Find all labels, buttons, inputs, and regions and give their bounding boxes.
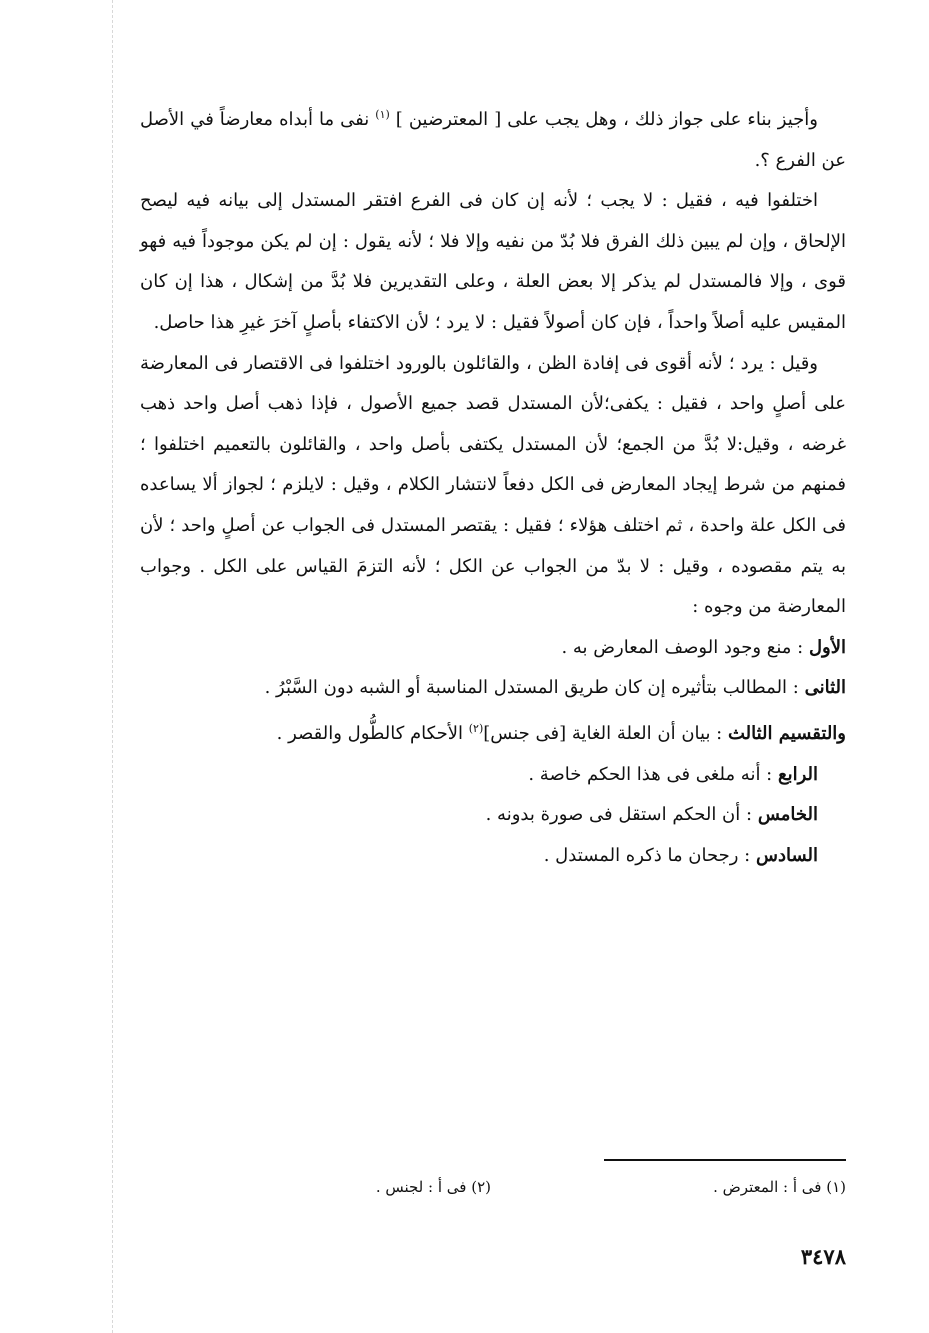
- reply-item-3-head: والتقسيم الثالث: [727, 722, 846, 744]
- footnote-2: (٢) فى أ : لجنس .: [375, 1178, 491, 1196]
- reply-item-3: [140, 709, 846, 755]
- paragraph-1-text: وأجيز بناء على جواز ذلك ، وهل يجب على [ المعترضين ]: [395, 109, 818, 130]
- reply-item-5-head: الخامس: [757, 804, 818, 826]
- reply-item-1: [140, 628, 846, 669]
- paragraph-3: وقيل : يرد ؛ لأنه أقوى فى إفادة الظن ، والقائلون بالورود اختلفوا فى الاقتصار فى المعارضة على أصلٍ واحد ، فقيل : يكفى؛لأن المستدل قصد جميع الأصول ، فإذا ذهب أصل واحد ذهب غرضه ، وقيل:لا بُدَّ من الجمع؛ لأن المستدل يكتفى بأصل واحد ، والقائلون بالتعميم اختلفوا ؛ فمنهم من شرط إيجاد المعارض فى الكل دفعاً لانتشار الكلام ، وقيل : لايلزم ؛ لجواز ألا يساعده فى الكل علة واحدة ، ثم اختلف هؤلاء ؛ فقيل : يقتصر المستدل فى الجواب عن أصلٍ واحد ؛ لأن به يتم مقصوده ، وقيل : لا بدّ من الجواب عن الكل ؛ لأنه التزمَ القياس على الكل . وجواب المعارضة من وجوه :: [140, 352, 846, 618]
- paragraph-1-rest: نفى ما أبداه معارضاً في الأصل عن الفرع ؟.: [140, 109, 846, 171]
- reply-item-4-text: : أنه ملغى فى هذا الحكم خاصة .: [528, 763, 773, 785]
- footnote-1: (١) فى أ : المعترض .: [713, 1178, 846, 1196]
- reply-item-6-head: السادس: [755, 844, 818, 866]
- scan-edge-line: [112, 0, 113, 1333]
- reply-item-3-text: : بيان أن العلة الغاية [فى جنس]: [483, 722, 723, 744]
- reply-item-2-head: الثانى: [804, 677, 846, 699]
- reply-item-2: [140, 668, 846, 709]
- page-number: ٣٤٧٨: [800, 1244, 846, 1269]
- reply-item-4: [258, 755, 818, 796]
- page-body: [140, 95, 846, 876]
- footnote-ref-2: (٢): [468, 721, 484, 735]
- reply-item-3-text-cont: الأحكام كالطُّول والقصر .: [276, 722, 469, 744]
- reply-items-indented: [258, 755, 818, 877]
- reply-item-2-text: : المطالب بتأثيره إن كان طريق المستدل المناسبة أو الشبه دون السَّبْرُ .: [264, 677, 799, 699]
- footnotes: [300, 1178, 846, 1212]
- reply-item-1-text: : منع وجود الوصف المعارض به .: [561, 636, 804, 658]
- paragraph-2: اختلفوا فيه ، فقيل : لا يجب ؛ لأنه إن كان فى الفرع افتقر المستدل إلى بيانه فيه ليصح الإلحاق ، وإن لم يبين ذلك الفرق فلا بُدّ من نفيه وإلا فلا ؛ لأنه يقول : إن لم يكن موجوداً فيه فهو قوى ، وإلا فالمستدل لم يذكر إلا بعض العلة ، وعلى التقديرين فلا بُدَّ من إشكال ، هذا إن كان المقيس عليه أصلاً واحداً ، فإن كان أصولاً فقيل : لا يرد ؛ لأن الاكتفاء بأصلٍ آخرَ غيرِ هذا حاصل.: [140, 190, 847, 333]
- reply-item-6-text: : رجحان ما ذكره المستدل .: [543, 844, 751, 866]
- reply-item-4-head: الرابع: [777, 763, 818, 785]
- reply-item-1-head: الأول: [808, 636, 846, 658]
- reply-item-6: [258, 836, 818, 877]
- footnote-rule: [604, 1159, 846, 1161]
- reply-item-5: [258, 795, 818, 836]
- reply-item-5-text: : أن الحكم استقل فى صورة بدونه .: [485, 804, 753, 826]
- paragraph-1: [140, 95, 846, 181]
- footnote-ref-1: (١): [375, 108, 390, 121]
